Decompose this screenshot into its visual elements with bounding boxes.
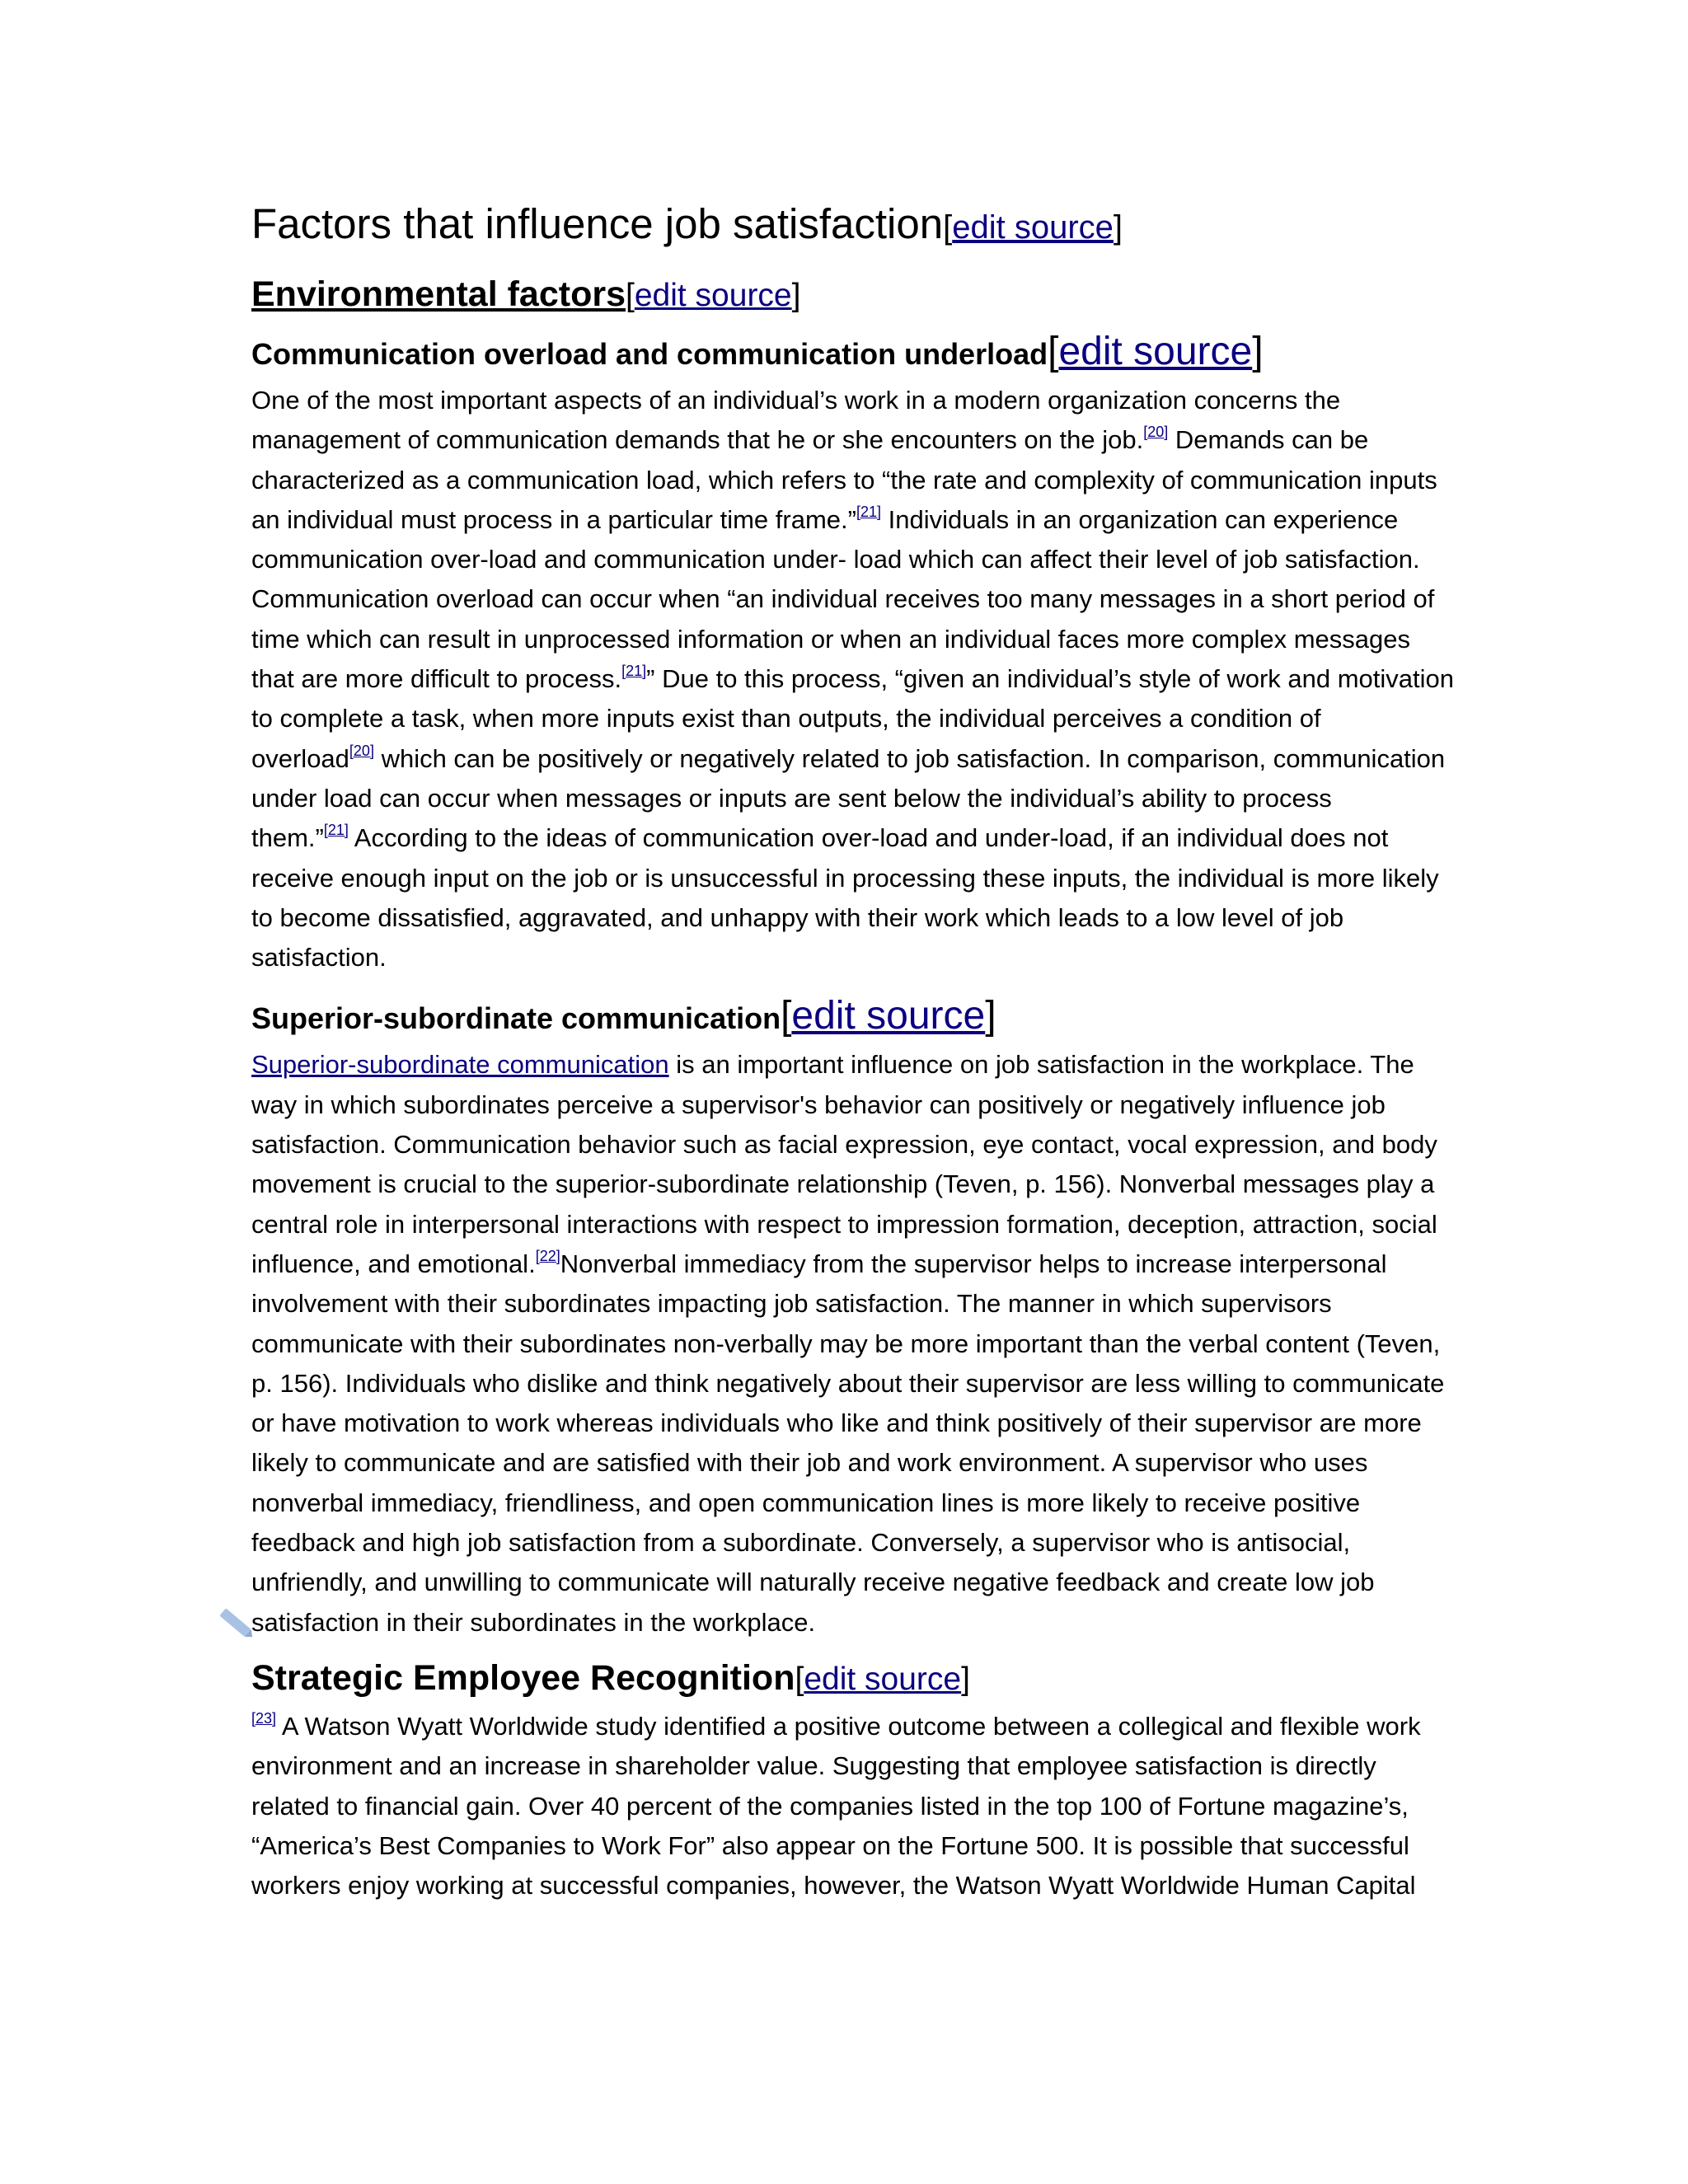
paragraph-superior-subordinate (251, 1045, 1496, 1642)
line-text: satisfaction. (251, 943, 387, 972)
text-line (251, 1205, 1496, 1244)
text-line (251, 1603, 1496, 1643)
heading-factors: Factors that influence job satisfaction[edit source] (251, 200, 1123, 247)
citation-link[interactable]: [20] (1143, 424, 1169, 441)
text-line (251, 659, 1496, 699)
text-line (251, 420, 1496, 460)
heading-communication-load-title: Communication overload and communication underload (251, 337, 1048, 371)
line-text: feedback and high job satisfaction from a subordinate. Conversely, a supervisor who is antisocial, (251, 1528, 1351, 1558)
edit-source-link-strategic-recognition[interactable]: edit source (804, 1661, 962, 1697)
text-line (251, 540, 1496, 579)
edit-source-link-factors[interactable]: edit source (952, 209, 1114, 246)
line-text: is an important influence on job satisfaction in the workplace. The (668, 1050, 1414, 1080)
edit-source-link-communication-load[interactable]: edit source (1058, 330, 1253, 373)
line-text: communication over-load and communication under- load which can affect their level of job satisfaction. (251, 545, 1420, 574)
line-text: workers enjoy working at successful companies, however, the Watson Wyatt Worldwide Human Capital (251, 1871, 1416, 1900)
citation-ref[interactable] (324, 822, 349, 838)
line-text: likely to communicate and are satisfied with their job and work environment. A supervisor who uses (251, 1448, 1368, 1478)
text-line (251, 500, 1496, 540)
text-line (251, 1284, 1496, 1324)
line-text: unfriendly, and unwilling to communicate will naturally receive negative feedback and create low job (251, 1568, 1375, 1597)
paragraph-strategic-recognition (251, 1707, 1496, 1905)
text-line (251, 381, 1496, 420)
citation-link[interactable]: [20] (349, 742, 374, 759)
line-text: “America’s Best Companies to Work For” also appear on the Fortune 500. It is possible that successful (251, 1830, 1409, 1860)
edit-source-link-superior-subordinate[interactable]: edit source (791, 994, 986, 1038)
citation-link[interactable]: [23] (251, 1709, 277, 1727)
citation-ref[interactable] (251, 1710, 276, 1727)
text-line (251, 1244, 1496, 1284)
heading-environmental-title: Environmental factors (251, 274, 626, 314)
citation-link[interactable]: [21] (621, 663, 647, 680)
line-text-after-ref: Demands can be (1168, 425, 1369, 455)
line-text: under load can occur when messages or inputs are sent below the individual’s ability to process (251, 783, 1332, 813)
text-line (251, 1866, 1496, 1905)
line-text: One of the most important aspects of an individual’s work in a modern organization concerns the (251, 386, 1341, 415)
citation-ref[interactable] (536, 1248, 560, 1264)
heading-factors-title: Factors that influence job satisfaction (251, 200, 944, 247)
edit-source-link-environmental[interactable]: edit source (634, 278, 792, 313)
line-text-after-ref: Nonverbal immediacy from the supervisor helps to increase interpersonal (560, 1249, 1387, 1278)
text-line (251, 739, 1496, 779)
citation-ref[interactable] (349, 743, 374, 759)
line-text: communicate with their subordinates non-verbally may be more important than the verbal content (Teven, (251, 1329, 1441, 1358)
line-text: to become dissatisfied, aggravated, and unhappy with their work which leads to a low level of job (251, 902, 1344, 932)
line-text: receive enough input on the job or is unsuccessful in processing these inputs, the individual is more likely (251, 863, 1439, 893)
text-line (251, 938, 1496, 977)
text-line (251, 898, 1496, 938)
citation-link[interactable]: [21] (856, 503, 881, 520)
line-text: to complete a task, when more inputs exist than outputs, the individual perceives a condition of (251, 704, 1321, 733)
text-line (251, 1165, 1496, 1204)
citation-link[interactable]: [22] (535, 1247, 560, 1264)
line-text: nonverbal immediacy, friendliness, and open communication lines is more likely to receive positive (251, 1488, 1361, 1517)
heading-communication-load: Communication overload and communication underload[edit source] (251, 330, 1264, 373)
superior-subordinate-link[interactable]: Superior-subordinate communication (251, 1050, 669, 1080)
text-line (251, 779, 1496, 818)
line-text: satisfaction in their subordinates in the workplace. (251, 1607, 816, 1637)
text-line (251, 1563, 1496, 1602)
line-text: characterized as a communication load, which refers to “the rate and complexity of communication inputs (251, 465, 1437, 494)
text-line (251, 1787, 1496, 1826)
line-text: movement is crucial to the superior-subordinate relationship (Teven, p. 156). Nonverbal messages play a (251, 1169, 1435, 1199)
line-text: environment and an increase in shareholder value. Suggesting that employee satisfaction is directly (251, 1751, 1376, 1781)
text-line (251, 1746, 1496, 1786)
line-text: overload (251, 743, 349, 773)
pen-annotation-icon (216, 1603, 257, 1644)
text-line (251, 620, 1496, 659)
line-text-after-ref: ” Due to this process, “given an individual’s style of work and motivation (646, 664, 1455, 694)
line-text: satisfaction. Communication behavior such as facial expression, eye contact, vocal expression, and body (251, 1130, 1437, 1160)
text-line (251, 1483, 1496, 1523)
line-text: way in which subordinates perceive a supervisor's behavior can positively or negatively influence job (251, 1090, 1386, 1119)
citation-ref[interactable] (621, 663, 646, 679)
text-line (251, 461, 1496, 500)
text-line (251, 859, 1496, 898)
text-line (251, 699, 1496, 738)
line-text: management of communication demands that he or she encounters on the job. (251, 425, 1144, 455)
line-text: that are more difficult to process. (251, 664, 622, 694)
text-line (251, 1085, 1496, 1125)
text-line (251, 579, 1496, 619)
citation-ref[interactable] (856, 504, 881, 520)
line-text-after-ref: which can be positively or negatively related to job satisfaction. In comparison, communication (373, 743, 1446, 773)
line-text: an individual must process in a particular time frame.” (251, 504, 856, 534)
text-line (251, 1125, 1496, 1165)
line-text-after-ref: Individuals in an organization can experience (881, 504, 1399, 534)
line-text: or have motivation to work whereas individuals who like and think positively of their supervisor are more (251, 1408, 1422, 1438)
text-line (251, 1443, 1496, 1483)
paragraph-communication-load (251, 381, 1496, 977)
heading-environmental: Environmental factors[edit source] (251, 274, 801, 314)
line-text: influence, and emotional. (251, 1249, 536, 1278)
line-text: time which can result in unprocessed information or when an individual faces more complex messages (251, 624, 1411, 654)
text-line (251, 1707, 1496, 1746)
line-text: them.” (251, 823, 324, 853)
heading-superior-subordinate-title: Superior-subordinate communication (251, 1001, 781, 1036)
citation-link[interactable]: [21] (323, 822, 349, 839)
line-text: central role in interpersonal interactions with respect to impression formation, deception, attraction, social (251, 1209, 1437, 1239)
text-line (251, 1364, 1496, 1404)
line-text: involvement with their subordinates impacting job satisfaction. The manner in which supervisors (251, 1289, 1332, 1319)
citation-ref[interactable] (1143, 424, 1168, 440)
text-line (251, 1523, 1496, 1563)
document-page (251, 191, 1496, 1905)
line-text-after-ref: According to the ideas of communication over-load and under-load, if an individual does not (348, 823, 1389, 853)
text-line (251, 1045, 1496, 1085)
heading-strategic-recognition-title: Strategic Employee Recognition (251, 1657, 795, 1698)
text-line (251, 818, 1496, 858)
line-text: p. 156). Individuals who dislike and think negatively about their supervisor are less willing to communicate (251, 1368, 1445, 1398)
text-line (251, 1826, 1496, 1866)
line-text: Communication overload can occur when “an individual receives too many messages in a short period of (251, 584, 1435, 614)
line-text: A Watson Wyatt Worldwide study identified a positive outcome between a collegical and flexible work (276, 1711, 1421, 1741)
heading-superior-subordinate: Superior-subordinate communication[edit source] (251, 994, 996, 1038)
line-text: related to financial gain. Over 40 percent of the companies listed in the top 100 of Fortune magazine’s, (251, 1791, 1409, 1821)
text-line (251, 1324, 1496, 1364)
heading-strategic-recognition: Strategic Employee Recognition[edit source] (251, 1657, 970, 1698)
text-line (251, 1404, 1496, 1443)
